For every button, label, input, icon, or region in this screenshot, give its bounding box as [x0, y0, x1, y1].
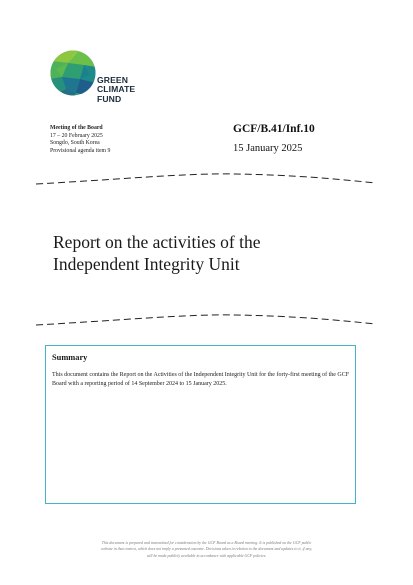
summary-heading: Summary — [52, 353, 88, 362]
logo-line-green: GREEN — [97, 75, 129, 85]
logo-line-fund: FUND — [97, 93, 122, 104]
summary-box — [45, 345, 356, 504]
gcf-logo — [50, 49, 150, 109]
dashed-wave-divider-bottom — [36, 314, 376, 326]
footer-disclaimer — [40, 540, 373, 559]
meeting-title: Meeting of the Board — [50, 125, 103, 131]
meeting-location: Songdo, South Korea — [50, 140, 100, 147]
document-reference: GCF/B.41/Inf.10 — [233, 123, 315, 135]
document-title-line-1: Report on the activities of the — [53, 232, 261, 252]
dashed-wave-divider-top — [36, 173, 376, 185]
document-date: 15 January 2025 — [233, 143, 303, 154]
green-climate-fund-globe-icon — [50, 49, 96, 97]
footer-line-2: website in that context, which does not imply a presumed outcome. Decisions taken in relation to the document and updates to it, if any, — [101, 547, 312, 552]
footer-line-3: will be made publicly available in accordance with applicable GCF policies. — [146, 553, 267, 558]
meeting-dates: 17 – 20 February 2025 — [50, 132, 103, 139]
logo-line-climate: CLIMATE — [97, 84, 136, 95]
meeting-agenda-item: Provisional agenda item 9 — [50, 147, 111, 154]
logo-wordmark — [97, 76, 135, 104]
document-title-line-2: Independent Integrity Unit — [53, 254, 240, 274]
footer-line-1: This document is prepared and transmitted for consideration by the GCF Board as a Board meeting. It is published on the GCF public — [101, 541, 312, 545]
meeting-info — [50, 125, 110, 155]
summary-body: This document contains the Report on the Activities of the Independent Integrity Unit for the forty-first meeting of the GCF Board with a reporting period of 14 September 2024 to 15 January 2025. — [52, 372, 350, 387]
document-title — [53, 231, 261, 275]
